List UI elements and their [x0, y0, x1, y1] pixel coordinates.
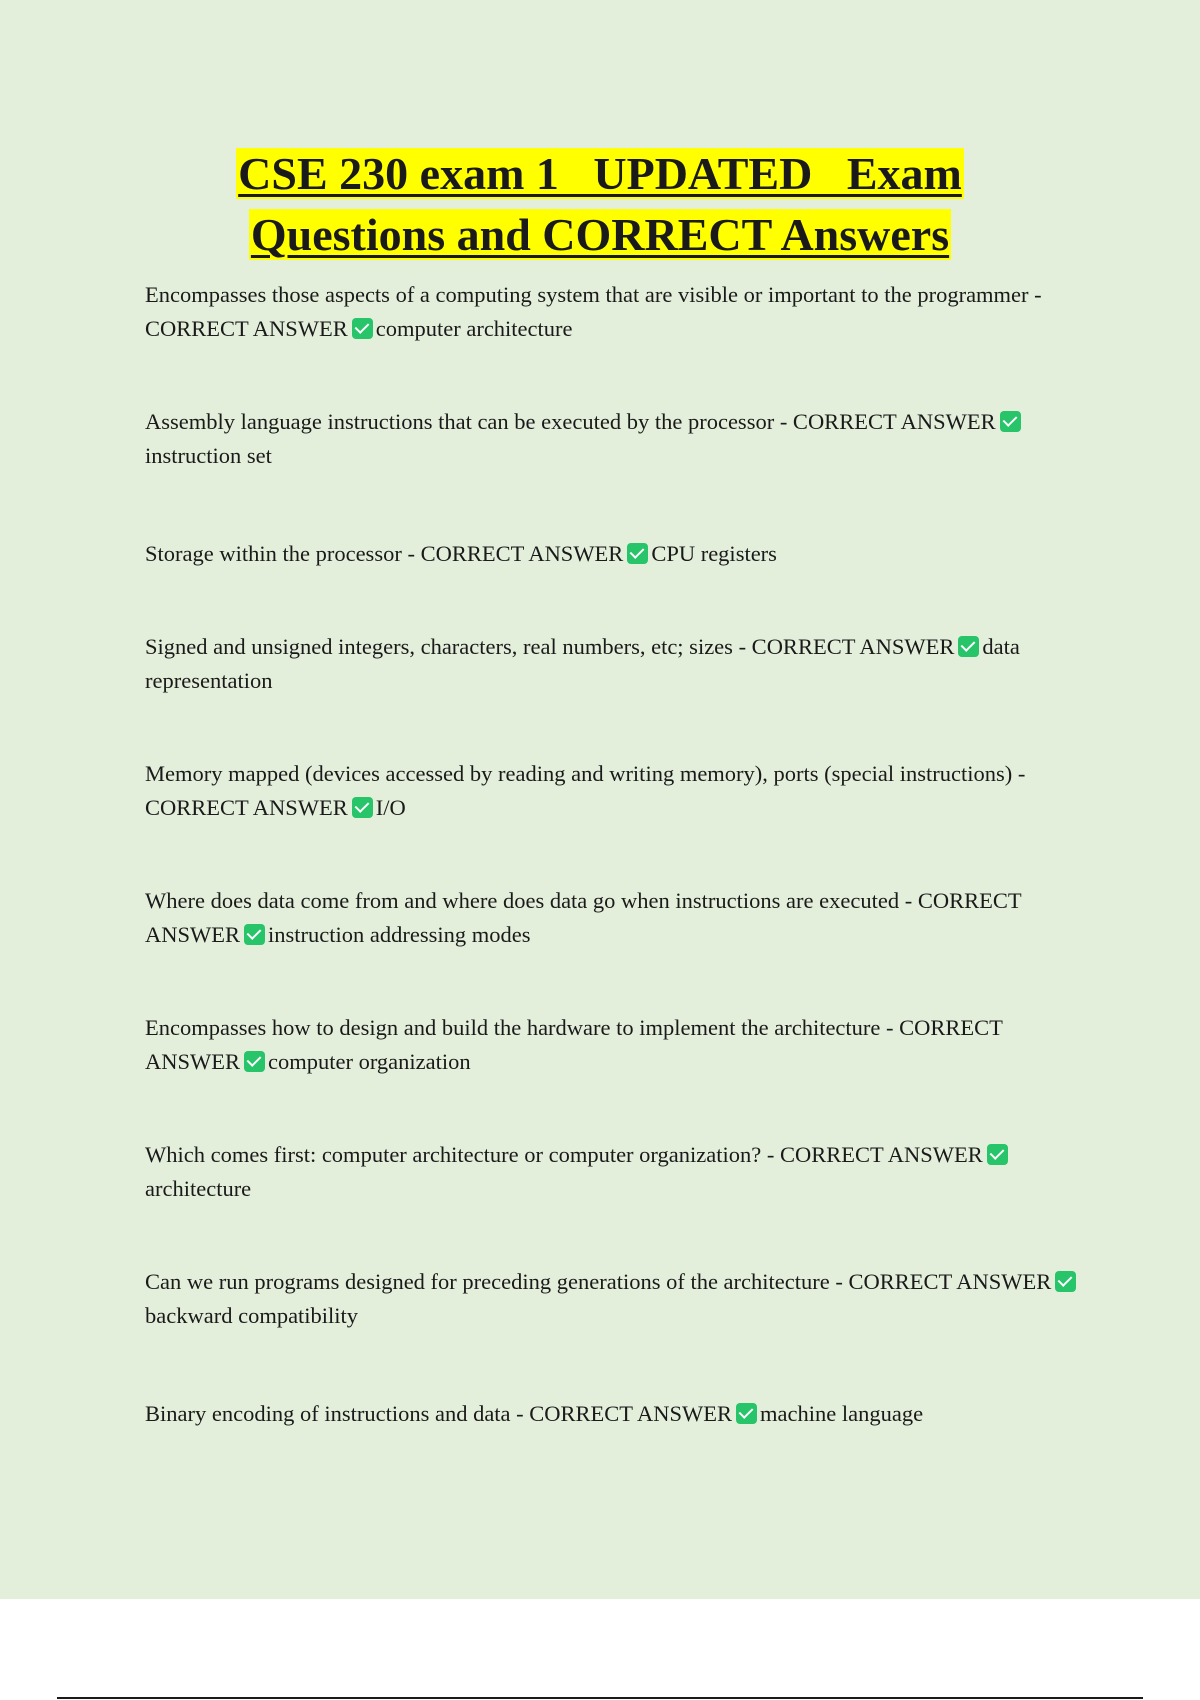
qa-item — [145, 278, 1095, 346]
answer-marker: - CORRECT ANSWER — [145, 1015, 1003, 1074]
qa-item — [145, 757, 1095, 825]
answer-text: instruction addressing modes — [268, 922, 531, 947]
document-title — [0, 143, 1200, 265]
question-text: Encompasses how to design and build the hardware to implement the architecture — [145, 1015, 881, 1040]
answer-marker: - CORRECT ANSWER — [407, 541, 624, 566]
check-mark-icon — [352, 797, 373, 818]
answer-marker: - CORRECT ANSWER — [145, 761, 1026, 820]
qa-item — [145, 405, 1095, 473]
check-mark-icon — [627, 543, 648, 564]
qa-item — [145, 630, 1095, 698]
question-text: Signed and unsigned integers, characters, real numbers, etc; sizes — [145, 634, 733, 659]
answer-text: backward compatibility — [145, 1303, 359, 1328]
answer-text: instruction set — [145, 443, 272, 468]
answer-text: computer architecture — [375, 316, 573, 341]
answer-text: data representation — [145, 634, 1020, 693]
title-line-2: Questions and CORRECT Answers — [250, 209, 950, 260]
question-text: Storage within the processor — [145, 541, 402, 566]
footer-rule — [57, 1697, 1143, 1699]
question-text: Encompasses those aspects of a computing system that are visible or important to the programmer — [145, 282, 1029, 307]
answer-text: machine language — [760, 1401, 924, 1426]
question-text: Memory mapped (devices accessed by reading and writing memory), ports (special instructions) — [145, 761, 1013, 786]
check-mark-icon — [352, 318, 373, 339]
answer-marker: - CORRECT ANSWER — [516, 1401, 733, 1426]
answer-marker: - CORRECT ANSWER — [779, 409, 996, 434]
title-line-1: CSE 230 exam 1 UPDATED Exam — [238, 148, 962, 199]
answer-marker: - CORRECT ANSWER — [766, 1142, 983, 1167]
answer-marker: - CORRECT ANSWER — [145, 282, 1042, 341]
check-mark-icon — [1000, 411, 1021, 432]
question-text: Binary encoding of instructions and data — [145, 1401, 511, 1426]
answer-text: architecture — [145, 1176, 252, 1201]
check-mark-icon — [244, 1051, 265, 1072]
check-mark-icon — [1055, 1271, 1076, 1292]
qa-item — [145, 1011, 1095, 1079]
qa-item — [145, 1265, 1095, 1333]
answer-marker: - CORRECT ANSWER — [835, 1269, 1052, 1294]
qa-item — [145, 537, 1095, 571]
qa-item — [145, 1138, 1095, 1206]
check-mark-icon — [958, 636, 979, 657]
answer-text: I/O — [375, 795, 406, 820]
check-mark-icon — [736, 1403, 757, 1424]
answer-marker: - CORRECT ANSWER — [145, 888, 1022, 947]
question-text: Which comes first: computer architecture or computer organization? — [145, 1142, 762, 1167]
question-text: Assembly language instructions that can be executed by the processor — [145, 409, 775, 434]
check-mark-icon — [987, 1144, 1008, 1165]
qa-item — [145, 1397, 1095, 1431]
answer-text: CPU registers — [651, 541, 777, 566]
qa-item — [145, 884, 1095, 952]
question-text: Can we run programs designed for preceding generations of the architecture — [145, 1269, 830, 1294]
answer-marker: - CORRECT ANSWER — [738, 634, 955, 659]
question-text: Where does data come from and where does data go when instructions are executed — [145, 888, 900, 913]
check-mark-icon — [244, 924, 265, 945]
answer-text: computer organization — [268, 1049, 471, 1074]
